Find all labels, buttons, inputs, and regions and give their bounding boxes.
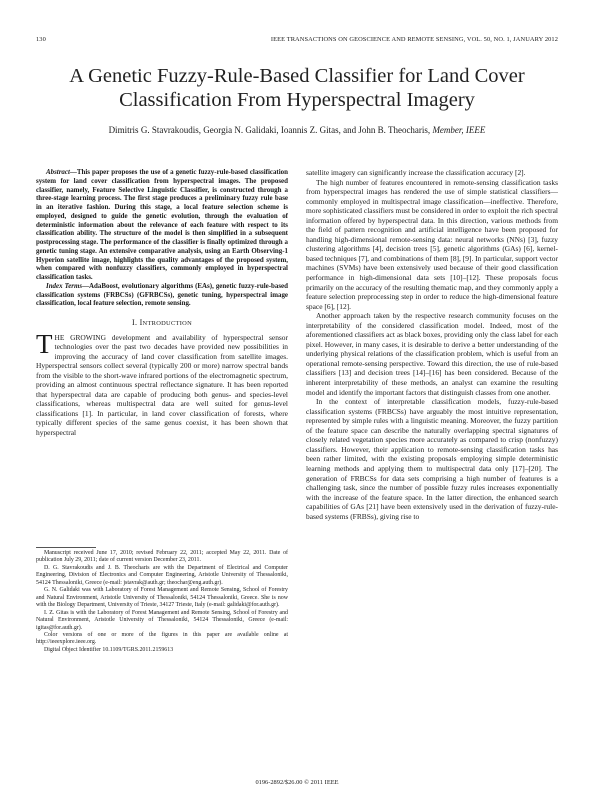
paper-title: A Genetic Fuzzy-Rule-Based Classifier for Land Cover Classification From Hyperspectral Imagery <box>69 65 525 111</box>
journal-header: IEEE TRANSACTIONS ON GEOSCIENCE AND REMOTE SENSING, VOL. 50, NO. 1, JANUARY 2012 <box>270 36 558 43</box>
index-terms <box>36 282 288 308</box>
index-terms-text: —AdaBoost, evolutionary algorithms (EAs), genetic fuzzy-rule-based classification systems (FRBCSs) (GFRBCSs), genetic tuning, hyperspectral image classification, local feature selection, remote sensing. <box>36 281 288 308</box>
section-heading-introduction <box>36 318 288 329</box>
author-names: Dimitris G. Stavrakoudis, Georgia N. Galidaki, Ioannis Z. Gitas, and John B. Theocharis, <box>108 125 431 135</box>
section-initial: I <box>139 318 143 327</box>
introduction-text <box>36 328 289 438</box>
intro-body: development and availability of hyperspectral sensor technologies over the past two decades have provided new possibilities in improving the accuracy of land cover classification from satellite images. Hyperspectral sensors collect several (typically 200 or more) narrow spectral bands from the visible to the short-wave infrared portions of the electromagnetic spectrum, providing an almost continuous spectral reflectance signature. It has been reported that hyperspectral data are capable of producing both genus- and species-level classifications, whereas multispectral data are well suited for genus-level classifications [1]. In particular, in land cover classification of forests, where typically different species of the same genus coexist, it has been shown that hyperspectral <box>36 332 289 438</box>
body-paragraph: In the context of interpretable classification models, fuzzy-rule-based classification systems (FRBCSs) have arguably the most intuitive representation, represented by simple rules with a linguistic meaning. Moreover, the fuzzy partition of the feature space can describe the naturally overlapping spectral signatures of closely related vegetation species more accurately as compared to crisp (nonfuzzy) classifiers. However, their application to remote-sensing classification tasks has been rather limited, with the existing proposals employing simple deterministic learning methods and applying them to multispectral data only [17]–[20]. The generation of FRBCSs for data sets comprising a high number of features is a challenging task, since the number of possible fuzzy rules increases exponentially with the increase of the feature space. In the latter direction, the enhanced search capabilities of GAs [21] have been extensively used in the derivation of fuzzy-rule-based systems (FRBSs), giving rise to <box>306 397 558 521</box>
right-column <box>306 168 558 521</box>
footnote: D. G. Stavrakoudis and J. B. Theocharis are with the Department of Electrical and Computer Engineering, Division of Electronics and Computer Engineering, Aristotle University of Thessaloniki, 54124 Thessaloniki, Greece (e-mail: jstavrak@auth.gr; theochar@eng.auth.gr). <box>36 564 288 586</box>
section-title-rest: NTRODUCTION <box>142 320 192 327</box>
running-header <box>36 36 558 46</box>
abstract-text: —This paper proposes the use of a genetic fuzzy-rule-based classification system for land cover classification from hyperspectral images. The proposed classifier, namely, Feature Selective Linguistic Classifier, is constructed through a three-stage learning process. The first stage produces a preliminary fuzzy rule base in an iterative fashion. During this stage, a local feature selection scheme is employed, designed to guide the genetic evolution, through the evaluation of deterministic information about the relevance of each feature with respect to its classification ability. The structure of the model is then simplified in a subsequent postprocessing stage. The performance of the classifier is finally optimized through a genetic tuning stage. An extensive comparative analysis, using an Earth Observing-1 Hyperion satellite image, highlights the quality advantages of the proposed system, when compared with nonfuzzy classifiers, commonly employed in hyperspectral classification tasks. <box>36 168 288 281</box>
index-terms-label: Index Terms <box>46 281 83 290</box>
abstract <box>36 168 288 282</box>
abstract-label: Abstract <box>46 168 70 176</box>
author-membership: Member, IEEE <box>432 125 486 135</box>
footnote: I. Z. Gitas is with the Laboratory of Forest Management and Remote Sensing, School of Forestry and Natural Environment, Aristotle University of Thessaloniki, 54124 Thessaloniki, Greece (e-mail: igitas@for.auth.gr). <box>36 609 288 631</box>
author-line <box>40 125 554 136</box>
footnote-rule <box>36 547 96 548</box>
body-paragraph: satellite imagery can significantly increase the classification accuracy [2]. <box>306 168 526 177</box>
page-number: 130 <box>36 36 46 43</box>
drop-cap: T <box>36 328 53 359</box>
left-column <box>36 168 288 438</box>
footnote: G. N. Galidaki was with Laboratory of Forest Management and Remote Sensing, School of Forestry and Natural Environment, Aristotle University of Thessaloniki, 54124 Thessaloniki, Greece. She is now with the Biology Department, University of Trieste, 34127 Trieste, Italy (e-mail: galidaki@for.auth.gr). <box>36 587 288 609</box>
footnote: Digital Object Identifier 10.1109/TGRS.2011.2159613 <box>44 646 174 653</box>
body-paragraph: Another approach taken by the respective research community focuses on the interpretability of the considered classification model. Indeed, most of the aforementioned classifiers act as black boxes, providing only the class label for each pixel. However, in many cases, it is desirable to derive a better understanding of the underlying physical relations of the classification problem, which is useful from an operational remote-sensing perspective. Toward this direction, the use of rule-based classifiers [13] and decision trees [14]–[16] has been considered. Because of the inherent interpretability of these methods, an analyst can examine the resulting model and identify the important factors that distinguish classes from one another. <box>306 311 558 397</box>
footnote: Manuscript received June 17, 2010; revised February 22, 2011; accepted May 22, 2011. Date of publication July 29, 2011; date of current version December 23, 2011. <box>36 550 288 564</box>
intro-first-word: HE GROWING <box>54 332 107 342</box>
body-paragraph: The high number of features encountered in remote-sensing classification tasks from hyperspectral images has rendered the use of simple statistical classifiers—commonly employed in multispectral image classification—ineffective. Therefore, more sophisticated classifiers must be considered in order to exploit the rich spectral information offered by hyperspectral data. In this direction, various methods from the field of pattern recognition and artificial intelligence have been proposed for handling high-dimensional remote-sensing data: neural networks (NNs) [3], fuzzy clustering algorithms [4], decision trees [5], genetic algorithms (GAs) [6], kernel-based techniques [7], and combinations of them [8], [9]. In particular, support vector machines (SVMs) have been extensively used because of their good classification performance in high-dimensional data sets [10]–[12]. These proposals focus primarily on the accuracy of the resulting thematic map, and they commonly apply a feature selection preprocessing step in order to reduce the high-dimensional feature space [6], [12]. <box>306 177 558 311</box>
footnote: Color versions of one or more of the figures in this paper are available online at http://ieeexplore.ieee.org. <box>36 631 288 646</box>
copyright-footer: 0196-2892/$26.00 © 2011 IEEE <box>255 779 339 786</box>
section-numeral: I. <box>132 318 140 327</box>
footnotes <box>36 547 288 654</box>
intro-paragraph <box>36 328 289 438</box>
